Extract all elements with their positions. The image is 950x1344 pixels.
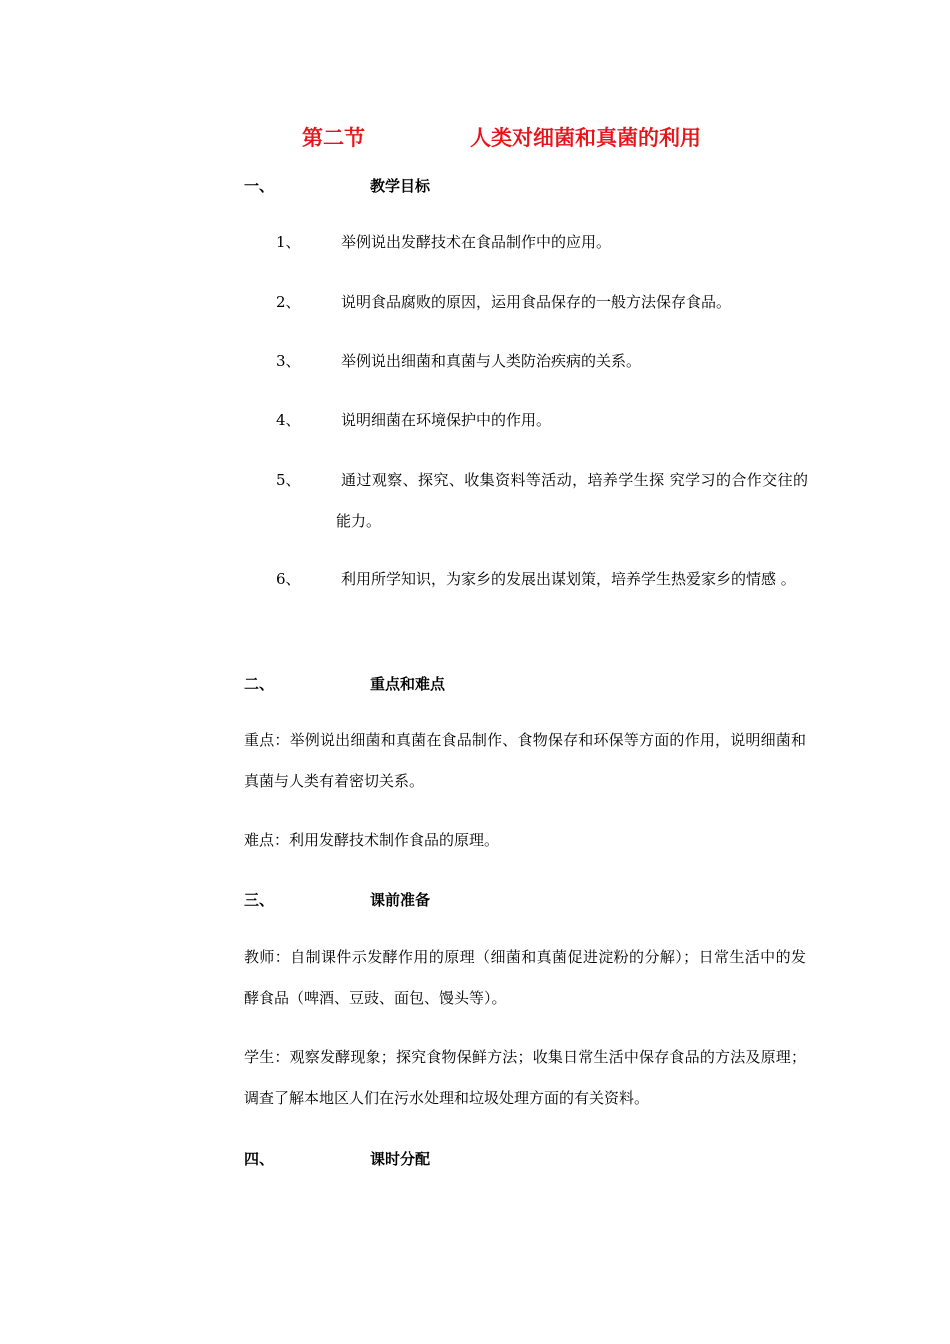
section-number: 三、 — [244, 891, 275, 909]
section-heading-preparation — [0, 889, 950, 915]
title-section: 第二节 — [302, 126, 365, 150]
section-heading-objectives — [0, 175, 950, 201]
objective-number: 5、 — [276, 471, 301, 489]
section-title: 课时分配 — [370, 1150, 431, 1168]
section-title: 课前准备 — [370, 891, 431, 909]
student-preparation: 学生：观察发酵现象；探究食物保鲜方法；收集日常生活中保存食品的方法及原理；调查了解本地区人们在污水处理和垃圾处理方面的有关资料。 — [244, 1048, 806, 1107]
objective-number: 1、 — [276, 233, 301, 251]
difficulty-paragraph: 难点：利用发酵技术制作食品的原理。 — [244, 831, 500, 849]
section-number: 二、 — [244, 675, 275, 693]
title-topic: 人类对细菌和真菌的利用 — [470, 126, 701, 150]
objective-text: 举例说出细菌和真菌与人类防治疾病的关系。 — [341, 352, 642, 370]
section-heading-schedule — [0, 1148, 950, 1174]
objective-text: 利用所学知识，为家乡的发展出谋划策，培养学生热爱家乡的情感 。 — [341, 570, 796, 588]
document-title — [0, 122, 950, 156]
section-heading-key-points — [0, 673, 950, 699]
objective-number: 4、 — [276, 411, 301, 429]
objective-text: 通过观察、探究、收集资料等活动，培养学生探 究学习的合作交往的能力。 — [336, 471, 808, 530]
objective-number: 6、 — [276, 570, 301, 588]
objective-text: 举例说出发酵技术在食品制作中的应用。 — [341, 233, 612, 251]
focus-paragraph: 重点：举例说出细菌和真菌在食品制作、食物保存和环保等方面的作用，说明细菌和真菌与人类有着密切关系。 — [244, 731, 806, 790]
objective-number: 3、 — [276, 352, 301, 370]
section-title: 教学目标 — [370, 177, 431, 195]
section-number: 四、 — [244, 1150, 275, 1168]
section-number: 一、 — [244, 177, 275, 195]
objective-text: 说明食品腐败的原因，运用食品保存的一般方法保存食品。 — [341, 293, 732, 311]
section-title: 重点和难点 — [370, 675, 446, 693]
teacher-preparation: 教师：自制课件示发酵作用的原理（细菌和真菌促进淀粉的分解）；日常生活中的发酵食品（啤酒、豆豉、面包、馒头等）。 — [244, 948, 806, 1007]
objective-number: 2、 — [276, 293, 301, 311]
objective-text: 说明细菌在环境保护中的作用。 — [341, 411, 552, 429]
